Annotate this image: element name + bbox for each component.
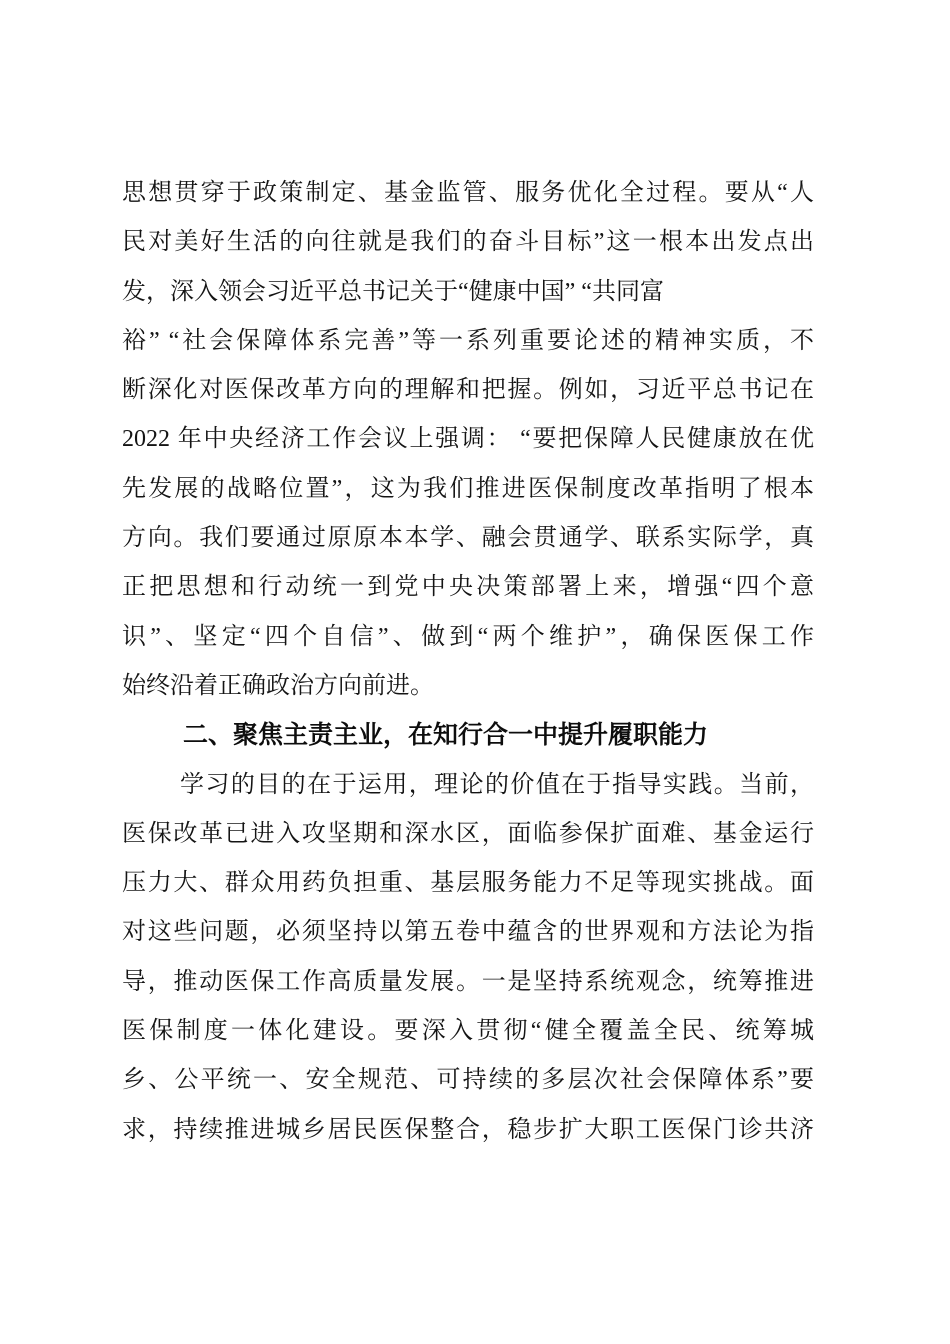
text-line: 发，深入领会习近平总书记关于“健康中国” “共同富 <box>122 278 664 305</box>
text-line: 正把思想和行动统一到党中央决策部署上来，增强“四个意 <box>122 574 814 601</box>
text-line: 压力大、群众用药负担重、基层服务能力不足等现实挑战。面 <box>122 870 814 897</box>
text-line: 医保制度一体化建设。要深入贯彻“健全覆盖全民、统筹城 <box>122 1018 814 1045</box>
text-line: 导，推动医保工作高质量发展。一是坚持系统观念，统筹推进 <box>122 968 814 995</box>
text-line: 求，持续推进城乡居民医保整合，稳步扩大职工医保门诊共济 <box>122 1116 814 1143</box>
text-line: 民对美好生活的向往就是我们的奋斗目标”这一根本出发点出 <box>122 229 814 256</box>
text-line: 裕” “社会保障体系完善”等一系列重要论述的精神实质，不 <box>122 327 814 354</box>
paragraph-end-line: 始终沿着正确政治方向前进。 <box>122 672 434 699</box>
document-body <box>122 169 814 1155</box>
text-line: 思想贯穿于政策制定、基金监管、服务优化全过程。要从“人 <box>122 180 814 206</box>
text-line: 识”、坚定“四个自信”、做到“两个维护”，确保医保工作 <box>122 623 814 650</box>
text-line: 方向。我们要通过原原本本学、融会贯通学、联系实际学，真 <box>122 525 814 552</box>
text-line: 对这些问题，必须坚持以第五卷中蕴含的世界观和方法论为指 <box>122 919 814 946</box>
text-line: 医保改革已进入攻坚期和深水区，面临参保扩面难、基金运行 <box>122 820 814 847</box>
text-line: 先发展的战略位置”，这为我们推进医保制度改革指明了根本 <box>122 475 814 502</box>
text-line: 2022 年中央经济工作会议上强调： “要把保障人民健康放在优 <box>122 426 814 453</box>
paragraph-first-line: 学习的目的在于运用，理论的价值在于指导实践。当前， <box>180 771 814 798</box>
text-line: 断深化对医保改革方向的理解和把握。例如，习近平总书记在 <box>122 377 814 404</box>
section-heading: 二、聚焦主责主业，在知行合一中提升履职能力 <box>183 721 709 750</box>
text-line: 乡、公平统一、安全规范、可持续的多层次社会保障体系”要 <box>122 1067 814 1094</box>
